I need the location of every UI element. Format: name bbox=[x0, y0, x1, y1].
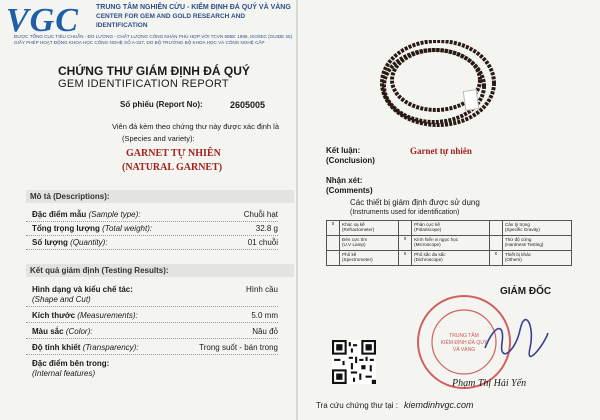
instrument-cell: Cân tỷ trọng (Specific Gravity) bbox=[502, 221, 571, 236]
row-label: Màu sắc (Color): bbox=[32, 327, 93, 336]
row-value: 01 chuỗi bbox=[247, 238, 278, 247]
intro-en: (Species and variety): bbox=[122, 134, 195, 143]
check-box bbox=[327, 236, 340, 251]
instrument-cell: Phổ sắc đa sắc (Dichroscope) bbox=[412, 251, 490, 266]
check-box bbox=[327, 251, 340, 266]
row-value: Trong suốt - bán trong bbox=[199, 343, 278, 352]
report-number: 2605005 bbox=[230, 100, 266, 110]
instrument-cell: Phổ kế (Spectrometer) bbox=[340, 251, 399, 266]
testing-row bbox=[26, 342, 278, 355]
check-box: x bbox=[327, 221, 340, 236]
check-box: x bbox=[399, 251, 412, 266]
testing-row bbox=[26, 284, 278, 307]
instrument-row bbox=[327, 251, 572, 266]
instrument-cell: Phân cực kế (Polariscope) bbox=[412, 221, 490, 236]
row-value: Nâu đỏ bbox=[252, 327, 278, 336]
row-label: Đặc điểm bên trong: bbox=[32, 359, 110, 368]
sample-tag bbox=[463, 89, 480, 111]
fold-line bbox=[296, 0, 298, 420]
signer-name: Phạm Thị Hải Yến bbox=[452, 378, 527, 389]
director-title: GIÁM ĐỐC bbox=[500, 286, 552, 297]
svg-text:VÀ VÀNG: VÀ VÀNG bbox=[452, 347, 476, 353]
testing-row bbox=[26, 326, 278, 339]
accreditation bbox=[14, 34, 304, 46]
verify-label: Tra cứu chứng thư tại : bbox=[316, 401, 399, 410]
intro-vn: Viên đá kèm theo chứng thư này được xác định là bbox=[112, 122, 280, 131]
instrument-row bbox=[327, 221, 572, 236]
accreditation-line-2: GIẤY PHÉP HOẠT ĐỘNG KHOA HỌC CÔNG NGHỆ SỐ A-327, DO BỘ TRƯỞNG BỘ KHOA HỌC VÀ CÔNG NGHỆ CẤP bbox=[14, 40, 265, 45]
garnet-bead-necklace-image bbox=[376, 40, 496, 130]
row-label: Số lượng (Quantity): bbox=[32, 238, 108, 247]
logo: VGC bbox=[6, 2, 79, 39]
verify-link[interactable]: kiemdinhvgc.com bbox=[404, 400, 474, 410]
row-label: Đặc điểm mẫu (Sample type): bbox=[32, 210, 141, 219]
instruments-title: Các thiết bị giám định được sử dụng (Instruments used for identification) bbox=[350, 198, 480, 216]
instrument-cell: Thử độ cứng (Hardness Testing) bbox=[502, 236, 571, 251]
instrument-cell: Kính hiển vi ngọc học (Microscope) bbox=[412, 236, 490, 251]
check-box bbox=[489, 221, 502, 236]
signature bbox=[480, 318, 550, 358]
instruments-table bbox=[326, 220, 572, 266]
instrument-row bbox=[327, 236, 572, 251]
check-box: x bbox=[489, 251, 502, 266]
description-row bbox=[26, 209, 278, 222]
svg-text:KIỂM ĐỊNH ĐÁ QUÝ: KIỂM ĐỊNH ĐÁ QUÝ bbox=[440, 340, 488, 346]
testing-heading: Kết quả giám định (Testing Results): bbox=[26, 264, 294, 277]
gem-name-vn: GARNET TỰ NHIÊN bbox=[126, 148, 221, 159]
org-header bbox=[96, 3, 296, 30]
testing-row bbox=[26, 310, 278, 323]
title-en: GEM IDENTIFICATION REPORT bbox=[58, 78, 229, 90]
description-row bbox=[26, 223, 278, 236]
check-box bbox=[399, 221, 412, 236]
row-value: 5.0 mm bbox=[251, 311, 278, 320]
instrument-cell: Khúc xạ kế (Refractometer) bbox=[340, 221, 399, 236]
description-heading: Mô tả (Descriptions): bbox=[26, 190, 294, 203]
instrument-cell: Đèn cực tím (U.V Lamp) bbox=[340, 236, 399, 251]
row-label: Độ tinh khiết (Transparency): bbox=[32, 343, 139, 352]
row-label: Hình dạng và kiểu chế tác: bbox=[32, 285, 133, 294]
description-row bbox=[26, 237, 278, 250]
row-label: Kích thước (Measurements): bbox=[32, 311, 138, 320]
report-label: Số phiếu (Report No): bbox=[120, 100, 203, 109]
row-value: Chuỗi hạt bbox=[243, 210, 278, 219]
row-label: Tổng trọng lượng (Total weight): bbox=[32, 224, 153, 233]
qr-code[interactable] bbox=[332, 340, 376, 384]
accreditation-line-1: ĐƯỢC TỔNG CỤC TIÊU CHUẨN - ĐO LƯỜNG - CHẤT LƯỢNG CÔNG NHẬN PHÙ HỢP VỚI TCVN 5958: 1995, ISO/IEC (GUIDE 25) bbox=[14, 34, 293, 39]
row-label-en: (Shape and Cut) bbox=[32, 295, 91, 304]
org-name-vn: TRUNG TÂM NGHIÊN CỨU - KIỂM ĐỊNH ĐÁ QUÝ VÀ VÀNG bbox=[96, 4, 291, 11]
check-box: x bbox=[399, 236, 412, 251]
title-vn: CHỨNG THƯ GIÁM ĐỊNH ĐÁ QUÝ bbox=[58, 64, 250, 78]
conclusion-label: Kết luận: (Conclusion) bbox=[326, 146, 375, 165]
svg-text:TRUNG TÂM: TRUNG TÂM bbox=[449, 333, 479, 339]
row-value: Hình cầu bbox=[245, 285, 278, 294]
comments-label: Nhận xét: (Comments) bbox=[326, 176, 373, 195]
instrument-cell: Thiết bị khác (Others) bbox=[502, 251, 571, 266]
verify-line bbox=[316, 400, 474, 410]
org-name-en: CENTER FOR GEM AND GOLD RESEARCH AND IDENTIFICATION bbox=[96, 13, 246, 29]
row-value: 32.8 g bbox=[255, 224, 278, 233]
row-label-en: (Internal features) bbox=[32, 369, 96, 378]
check-box bbox=[489, 236, 502, 251]
gem-name-en: (NATURAL GARNET) bbox=[122, 162, 223, 173]
testing-row bbox=[26, 358, 278, 380]
conclusion-value: Garnet tự nhiên bbox=[410, 146, 472, 156]
